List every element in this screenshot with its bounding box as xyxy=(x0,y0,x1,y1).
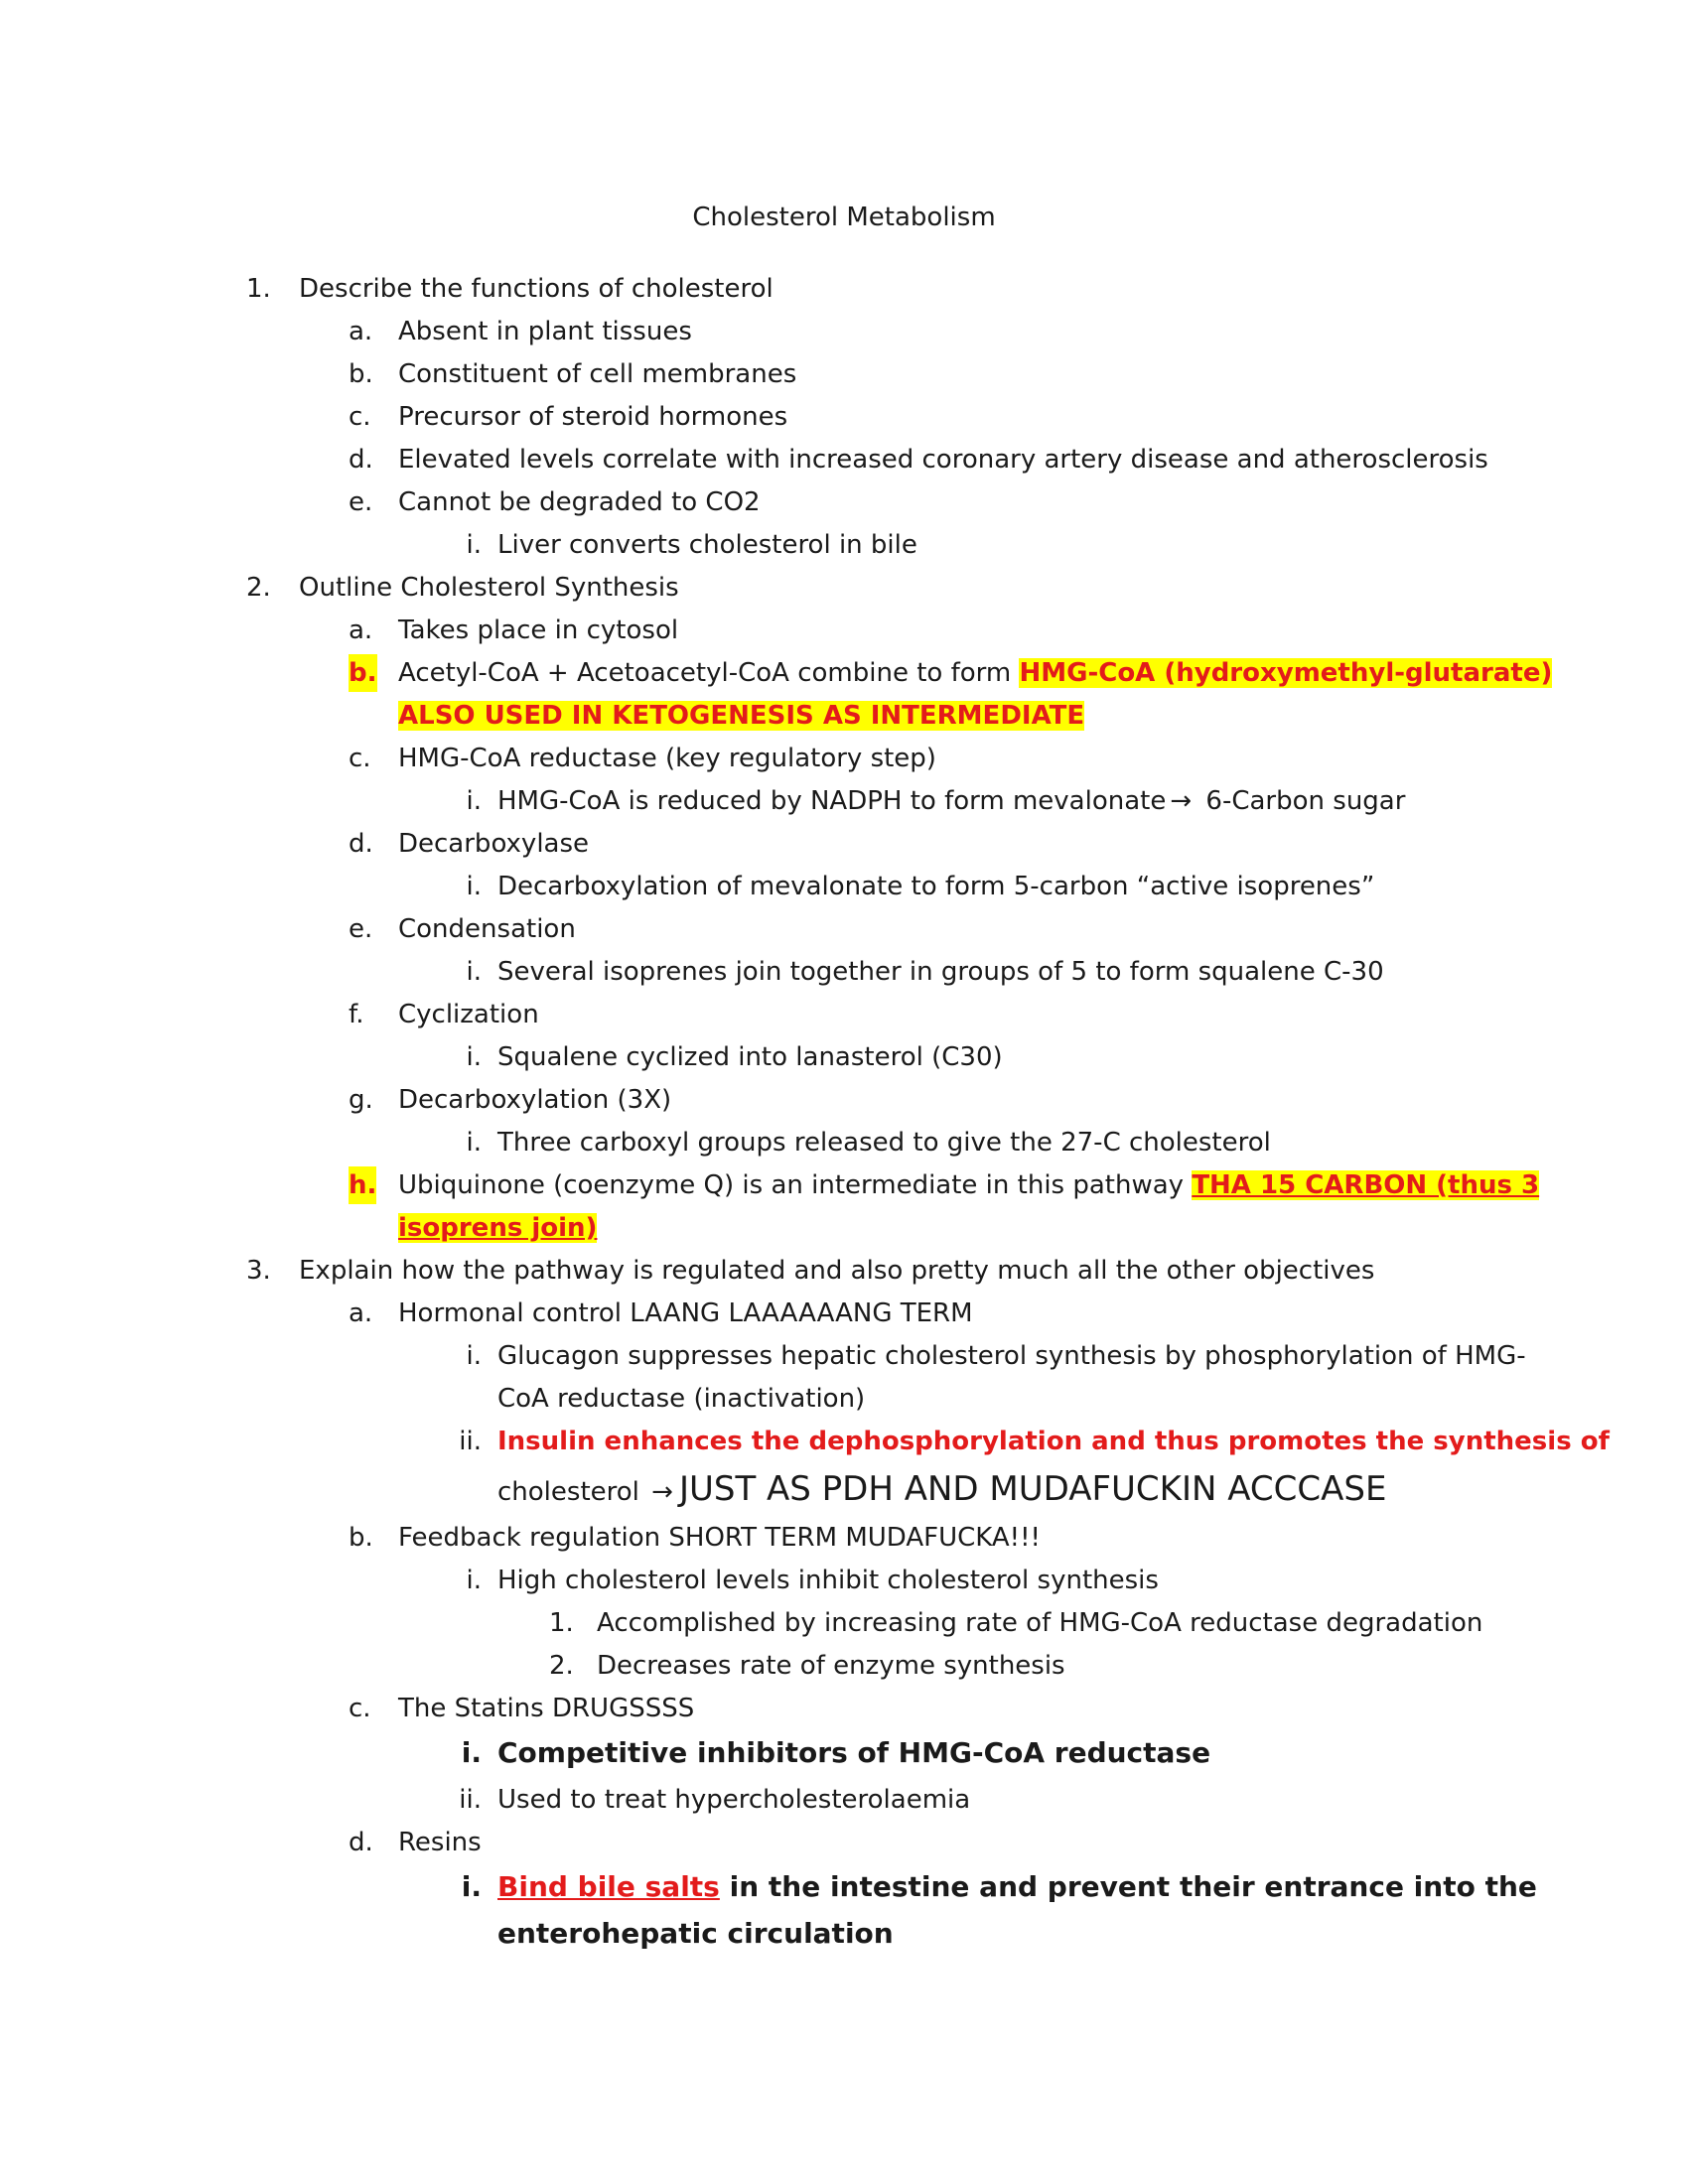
list-marker: c. xyxy=(349,1694,371,1723)
item-text: Ubiquinone (coenzyme Q) is an intermediate in this pathway xyxy=(398,1170,1193,1200)
list-item xyxy=(461,1868,1537,1906)
list-item xyxy=(459,1781,971,1819)
list-item xyxy=(466,526,917,564)
item-text: JUST AS PDH AND MUDAFUCKIN ACCCASE xyxy=(678,1469,1387,1509)
list-item xyxy=(466,782,1406,820)
item-text: Several isoprenes join together in groups of 5 to form squalene C-30 xyxy=(497,957,1384,987)
item-text: CoA reductase (inactivation) xyxy=(497,1384,866,1414)
list-item xyxy=(349,1824,482,1861)
list-item xyxy=(461,1734,1211,1772)
list-marker: 3. xyxy=(246,1256,271,1286)
list-marker: b. xyxy=(349,1523,373,1553)
item-text: HMG-CoA is reduced by NADPH to form mevalonate xyxy=(497,786,1167,816)
item-text: Resins xyxy=(398,1828,482,1857)
item-text: Decarboxylase xyxy=(398,829,590,859)
item-text: HMG-CoA reductase (key regulatory step) xyxy=(398,744,936,773)
list-item xyxy=(349,1690,695,1727)
item-text: High cholesterol levels inhibit cholesterol synthesis xyxy=(497,1566,1159,1595)
highlighted-text: HMG-CoA (hydroxymethyl-glutarate) xyxy=(1019,658,1553,688)
item-text: Takes place in cytosol xyxy=(398,615,679,645)
item-text: cholesterol xyxy=(497,1477,648,1507)
heading-text: Explain how the pathway is regulated and also pretty much all the other objectives xyxy=(299,1256,1375,1286)
item-text: Decarboxylation (3X) xyxy=(398,1085,672,1115)
list-item xyxy=(466,953,1384,991)
list-marker: d. xyxy=(349,445,373,475)
list-marker: i. xyxy=(461,1736,482,1769)
list-item xyxy=(466,1337,1526,1375)
item-text: 6-Carbon sugar xyxy=(1197,786,1406,816)
list-item xyxy=(349,1295,973,1332)
page-title: Cholesterol Metabolism xyxy=(692,203,996,232)
highlighted-text: isoprens join) xyxy=(398,1213,598,1243)
list-item xyxy=(466,1562,1159,1599)
list-item-continuation xyxy=(497,1380,865,1418)
list-item xyxy=(349,1166,1540,1204)
list-item xyxy=(349,612,679,649)
list-marker: b. xyxy=(349,654,377,692)
list-marker: d. xyxy=(349,1828,373,1857)
list-marker: i. xyxy=(466,530,482,560)
heading-text: Outline Cholesterol Synthesis xyxy=(299,573,679,603)
list-marker: i. xyxy=(466,1128,482,1158)
list-marker: c. xyxy=(349,744,371,773)
list-marker: e. xyxy=(349,487,373,517)
list-item xyxy=(349,1081,672,1119)
item-text: Constituent of cell membranes xyxy=(398,359,797,389)
list-marker: 1. xyxy=(246,274,271,304)
item-text: Cyclization xyxy=(398,1000,539,1029)
list-marker: i. xyxy=(466,1566,482,1595)
item-text: Hormonal control LAANG LAAAAAANG TERM xyxy=(398,1298,973,1328)
list-marker: h. xyxy=(349,1166,376,1204)
list-item xyxy=(466,1038,1003,1076)
list-item xyxy=(349,1519,1041,1557)
item-text: Used to treat hypercholesterolaemia xyxy=(497,1785,971,1815)
item-text: Liver converts cholesterol in bile xyxy=(497,530,917,560)
heading-text: Describe the functions of cholesterol xyxy=(299,274,774,304)
list-item xyxy=(349,441,1488,478)
item-text: Three carboxyl groups released to give the 27-C cholesterol xyxy=(497,1128,1271,1158)
list-item xyxy=(549,1604,1483,1642)
section-1-heading xyxy=(246,270,774,308)
list-marker: ii. xyxy=(459,1785,482,1815)
list-marker: i. xyxy=(461,1870,482,1903)
list-marker: f. xyxy=(349,1000,364,1029)
list-item xyxy=(349,910,576,948)
list-item-continuation xyxy=(497,1467,1386,1514)
list-item xyxy=(349,825,590,863)
list-marker: g. xyxy=(349,1085,373,1115)
list-marker: d. xyxy=(349,829,373,859)
list-marker: i. xyxy=(466,1042,482,1072)
list-marker: a. xyxy=(349,615,373,645)
list-marker: a. xyxy=(349,317,373,346)
list-marker: ii. xyxy=(459,1427,482,1456)
list-item xyxy=(349,654,1553,692)
list-item xyxy=(349,355,797,393)
item-text: Glucagon suppresses hepatic cholesterol synthesis by phosphorylation of HMG- xyxy=(497,1341,1526,1371)
arrow-right-icon: → xyxy=(1170,786,1193,816)
list-marker: a. xyxy=(349,1298,373,1328)
list-item xyxy=(466,868,1375,905)
list-item xyxy=(466,1124,1271,1161)
highlighted-text: Bind bile salts xyxy=(497,1870,720,1903)
highlighted-text: ALSO USED IN KETOGENESIS AS INTERMEDIATE xyxy=(398,701,1085,731)
list-marker: 1. xyxy=(549,1608,574,1638)
list-item xyxy=(349,313,692,350)
item-text: enterohepatic circulation xyxy=(497,1917,894,1950)
list-item-continuation xyxy=(398,1209,597,1247)
item-text: The Statins DRUGSSSS xyxy=(398,1694,695,1723)
section-2-heading xyxy=(246,569,679,607)
item-text: Acetyl-CoA + Acetoacetyl-CoA combine to form xyxy=(398,658,1020,688)
highlighted-text: THA 15 CARBON (thus 3 xyxy=(1192,1170,1540,1200)
list-item xyxy=(349,483,761,521)
list-marker: 2. xyxy=(549,1651,574,1681)
item-text: Competitive inhibitors of HMG-CoA reductase xyxy=(497,1736,1211,1769)
list-marker: i. xyxy=(466,786,482,816)
item-text: in the intestine and prevent their entrance into the xyxy=(719,1870,1537,1903)
list-item-continuation xyxy=(497,1915,894,1953)
list-item xyxy=(349,398,788,436)
list-item xyxy=(349,740,936,777)
item-text: Feedback regulation SHORT TERM MUDAFUCKA!!! xyxy=(398,1523,1041,1553)
list-marker: i. xyxy=(466,957,482,987)
list-item xyxy=(549,1647,1065,1685)
arrow-right-icon: → xyxy=(651,1477,673,1507)
list-marker: 2. xyxy=(246,573,271,603)
section-3-heading xyxy=(246,1252,1375,1290)
item-text: Cannot be degraded to CO2 xyxy=(398,487,761,517)
list-marker: i. xyxy=(466,1341,482,1371)
item-text: Elevated levels correlate with increased coronary artery disease and atherosclerosis xyxy=(398,445,1488,475)
item-text: Accomplished by increasing rate of HMG-CoA reductase degradation xyxy=(597,1608,1483,1638)
list-marker: b. xyxy=(349,359,373,389)
item-text: Insulin enhances the dephosphorylation and thus promotes the synthesis of xyxy=(497,1427,1610,1456)
list-marker: e. xyxy=(349,914,373,944)
item-text: Condensation xyxy=(398,914,576,944)
item-text: Decarboxylation of mevalonate to form 5-carbon “active isoprenes” xyxy=(497,872,1375,901)
item-text: Precursor of steroid hormones xyxy=(398,402,788,432)
list-marker: i. xyxy=(466,872,482,901)
item-text: Absent in plant tissues xyxy=(398,317,692,346)
item-text: Decreases rate of enzyme synthesis xyxy=(597,1651,1065,1681)
list-item xyxy=(459,1423,1610,1460)
list-marker: c. xyxy=(349,402,371,432)
list-item xyxy=(349,996,539,1033)
item-text: Squalene cyclized into lanasterol (C30) xyxy=(497,1042,1003,1072)
list-item-continuation xyxy=(398,697,1084,735)
